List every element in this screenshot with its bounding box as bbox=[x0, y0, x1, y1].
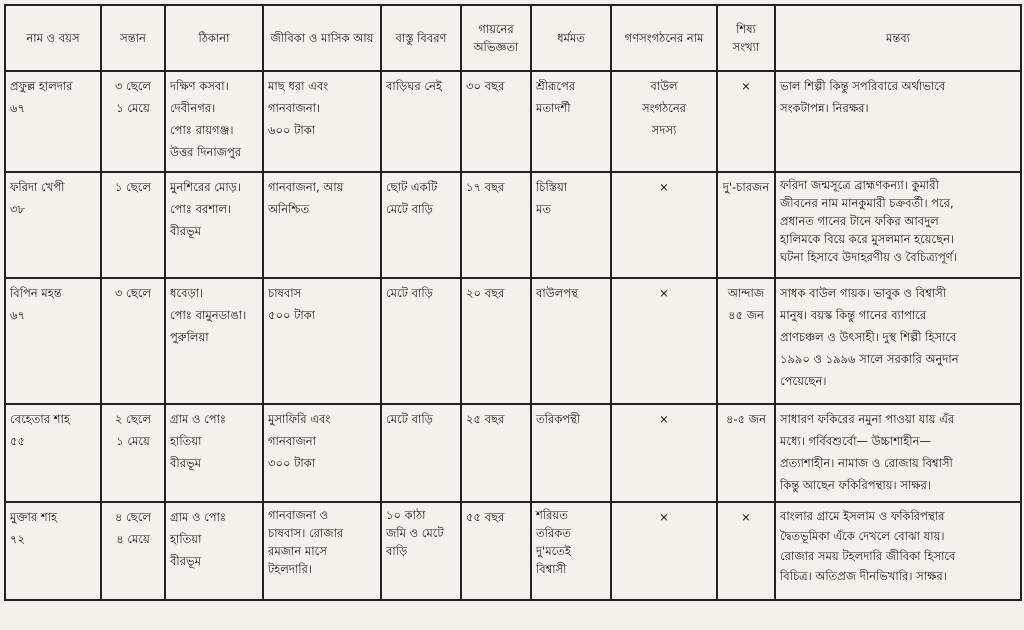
cell-house: বাড়িঘর নেই bbox=[381, 71, 461, 172]
cell-address: মুনশিরের মোড়। পোঃ বরশাল। বীরভূম bbox=[165, 172, 263, 278]
cell-experience: ৩০ বছর bbox=[461, 71, 531, 172]
cell-remarks: সাধক বাউল গায়ক। ভাবুক ও বিশ্বাসী মানুষ। বয়স্ক কিন্তু গানের ব্যাপারে প্রাণচঞ্চল ও উৎসাহী। দুস্থ শিল্পী হিসাবে ১৯৯০ ও ১৯৯৬ সালে সরকারি অনুদান পেয়েছেন। bbox=[775, 278, 1021, 404]
cell-remarks: ভাল শিল্পী কিন্তু সপরিবারে অর্থাভাবে সংকটাপন্ন। নিরক্ষর। bbox=[775, 71, 1021, 172]
cell-address: গ্রাম ও পোঃ হাতিয়া বীরভূম bbox=[165, 404, 263, 502]
cell-name: বেহেতার শাহ ৫৫ bbox=[5, 404, 101, 502]
cell-religion: বাউলপন্থ bbox=[531, 278, 611, 404]
header-name-age: নাম ও বয়স bbox=[5, 5, 101, 71]
cell-children: ৩ ছেলে bbox=[101, 278, 165, 404]
cell-livelihood: মুসাফিরি এবং গানবাজনা ৩০০ টাকা bbox=[263, 404, 381, 502]
cell-name: ফরিদা খেপী ৩৮ bbox=[5, 172, 101, 278]
cell-name: বিপিন মহন্ত ৬৭ bbox=[5, 278, 101, 404]
cell-disciples: দু'-চারজন bbox=[717, 172, 775, 278]
cell-livelihood: মাছ ধরা এবং গানবাজনা। ৬০০ টাকা bbox=[263, 71, 381, 172]
header-house: বাস্তু বিবরণ bbox=[381, 5, 461, 71]
cell-experience: ২৫ বছর bbox=[461, 404, 531, 502]
cell-children: ১ ছেলে bbox=[101, 172, 165, 278]
cell-religion: শ্রীরূপের মতাদর্শী bbox=[531, 71, 611, 172]
cell-org: × bbox=[611, 404, 717, 502]
header-religion: ধর্মমত bbox=[531, 5, 611, 71]
cell-org: × bbox=[611, 502, 717, 600]
cell-religion: চিস্তিয়া মত bbox=[531, 172, 611, 278]
cell-livelihood: চাষবাস ৫০০ টাকা bbox=[263, 278, 381, 404]
header-address: ঠিকানা bbox=[165, 5, 263, 71]
cell-religion: তরিকপন্থী bbox=[531, 404, 611, 502]
table-row bbox=[5, 278, 1021, 404]
cell-experience: ১৭ বছর bbox=[461, 172, 531, 278]
cell-org: বাউল সংগঠনের সদস্য bbox=[611, 71, 717, 172]
header-org: গণসংগঠনের নাম bbox=[611, 5, 717, 71]
table-row bbox=[5, 71, 1021, 172]
header-remarks: মন্তব্য bbox=[775, 5, 1021, 71]
cell-org: × bbox=[611, 278, 717, 404]
survey-table-sheet bbox=[4, 4, 1020, 624]
header-children: সন্তান bbox=[101, 5, 165, 71]
cell-religion: শরিয়ত তরিকত দু'মতেই বিশ্বাসী bbox=[531, 502, 611, 600]
cell-house: মেটে বাড়ি bbox=[381, 404, 461, 502]
cell-disciples: × bbox=[717, 502, 775, 600]
cell-remarks: ফরিদা জন্মসূত্রে ব্রাহ্মণকন্যা। কুমারী জীবনের নাম মানকুমারী চক্রবর্তী। পরে, প্রধানত গানের টানে ফকির আবদুল হালিমকে বিয়ে করে মুসলমান হয়েছেন। ঘটনা হিসাবে উদাহরণীয় ও বৈচিত্র্যপূর্ণ। bbox=[775, 172, 1021, 278]
header-experience: গায়নের অভিজ্ঞতা bbox=[461, 5, 531, 71]
header-livelihood: জীবিকা ও মাসিক আয় bbox=[263, 5, 381, 71]
table-row bbox=[5, 502, 1021, 600]
cell-org: × bbox=[611, 172, 717, 278]
cell-remarks: সাধারণ ফকিরের নমুনা পাওয়া যায় এঁর মধ্যে। গর্বিবশুর্বো— উচ্চাশাহীন— প্রত্যাশাহীন। নামাজ ও রোজায় বিশ্বাসী কিন্তু আছেন ফকিরিপন্থায়। সাক্ষর। bbox=[775, 404, 1021, 502]
cell-livelihood: গানবাজনা, আয় অনিশ্চিত bbox=[263, 172, 381, 278]
cell-experience: ৫৫ বছর bbox=[461, 502, 531, 600]
cell-children: ৩ ছেলে ১ মেয়ে bbox=[101, 71, 165, 172]
header-disciples: শিষ্য সংখ্যা bbox=[717, 5, 775, 71]
cell-disciples: × bbox=[717, 71, 775, 172]
cell-children: ২ ছেলে ১ মেয়ে bbox=[101, 404, 165, 502]
cell-address: ধবেড়া। পোঃ বামুনডাঙা। পুরুলিয়া bbox=[165, 278, 263, 404]
cell-children: ৪ ছেলে ৪ মেয়ে bbox=[101, 502, 165, 600]
baul-survey-table bbox=[4, 4, 1022, 601]
cell-experience: ২০ বছর bbox=[461, 278, 531, 404]
cell-house: ১০ কাঠা জমি ও মেটে বাড়ি bbox=[381, 502, 461, 600]
cell-house: মেটে বাড়ি bbox=[381, 278, 461, 404]
cell-disciples: ৪-৫ জন bbox=[717, 404, 775, 502]
cell-remarks: বাংলার গ্রামে ইসলাম ও ফকিরিপন্থার দ্বৈতভূমিকা এঁকে দেখলে বোঝা যায়। রোজার সময় টহলদারি জীবিকা হিসাবে বিচিত্র। অতিপ্রজ দীনভিখারি। সাক্ষর। bbox=[775, 502, 1021, 600]
cell-name: মুক্তার শাহ ৭২ bbox=[5, 502, 101, 600]
cell-address: গ্রাম ও পোঃ হাতিয়া বীরভূম bbox=[165, 502, 263, 600]
cell-disciples: আন্দাজ ৪৫ জন bbox=[717, 278, 775, 404]
table-row bbox=[5, 404, 1021, 502]
cell-address: দক্ষিণ কসবা। দেবীনগর। পোঃ রায়গঞ্জ। উত্তর দিনাজপুর bbox=[165, 71, 263, 172]
cell-name: প্রফুল্ল হালদার ৬৭ bbox=[5, 71, 101, 172]
cell-house: ছোট একটি মেটে বাড়ি bbox=[381, 172, 461, 278]
header-row bbox=[5, 5, 1021, 71]
cell-livelihood: গানবাজনা ও চাষবাস। রোজার রমজান মাসে টহলদারি। bbox=[263, 502, 381, 600]
table-row bbox=[5, 172, 1021, 278]
